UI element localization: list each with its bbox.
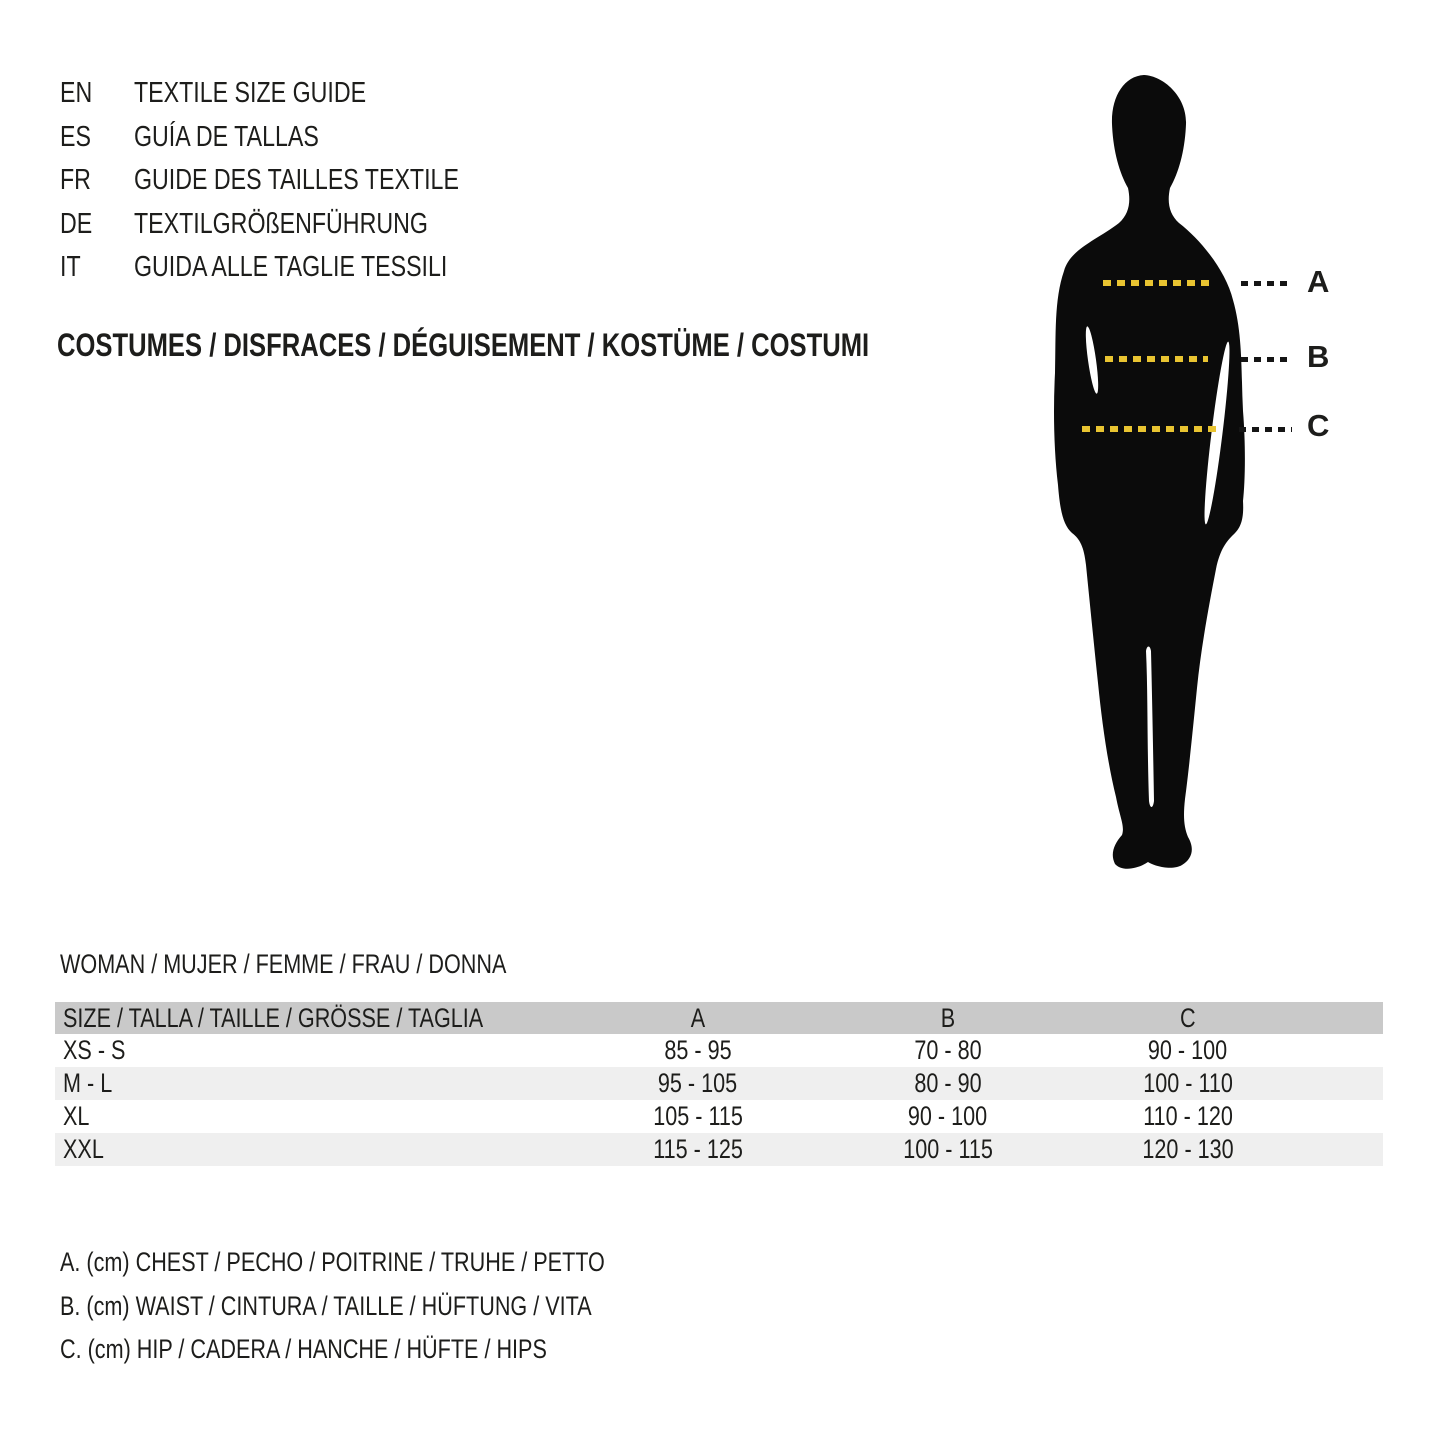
column-header-b: B bbox=[940, 1002, 956, 1033]
measure-label-a: A bbox=[1307, 264, 1330, 299]
size-cell: XS - S bbox=[63, 1035, 126, 1065]
measure-label-c: C bbox=[1307, 408, 1330, 443]
size-table bbox=[55, 1002, 1383, 1166]
waist-cell: 100 - 115 bbox=[903, 1134, 993, 1164]
language-row-de bbox=[60, 203, 540, 247]
hip-cell: 100 - 110 bbox=[1143, 1068, 1233, 1098]
waist-line-black-dash bbox=[1241, 357, 1292, 362]
waist-line-yellow-dash bbox=[1105, 356, 1208, 362]
language-row-fr bbox=[60, 159, 540, 203]
waist-cell: 80 - 90 bbox=[914, 1068, 982, 1098]
chest-cell: 95 - 105 bbox=[658, 1068, 738, 1098]
language-title: TEXTILE SIZE GUIDE bbox=[134, 77, 367, 109]
size-cell: M - L bbox=[63, 1068, 113, 1098]
category-heading: COSTUMES / DISFRACES / DÉGUISEMENT / KOSTÜME / COSTUMI bbox=[57, 327, 870, 363]
language-title: TEXTILGRÖßENFÜHRUNG bbox=[134, 207, 428, 240]
measure-label-b: B bbox=[1307, 339, 1330, 374]
hip-cell: 110 - 120 bbox=[1143, 1101, 1233, 1131]
hip-line-black-dash bbox=[1239, 427, 1292, 432]
hip-line-yellow-dash bbox=[1082, 426, 1219, 432]
chest-cell: 85 - 95 bbox=[664, 1035, 732, 1065]
language-title: GUIDE DES TAILLES TEXTILE bbox=[134, 164, 459, 196]
language-title: GUIDA ALLE TAGLIE TESSILI bbox=[134, 251, 448, 283]
table-row-xxl bbox=[55, 1133, 1383, 1166]
language-code: ES bbox=[60, 120, 91, 153]
column-header-c: C bbox=[1180, 1002, 1196, 1033]
language-row-it bbox=[60, 246, 540, 290]
size-cell: XXL bbox=[63, 1134, 104, 1164]
chest-line-yellow-dash bbox=[1103, 280, 1210, 286]
size-table-header-row bbox=[55, 1002, 1383, 1034]
size-column-header: SIZE / TALLA / TAILLE / GRÖSSE / TAGLIA bbox=[63, 1002, 484, 1033]
legend-item-hip: C. (cm) HIP / CADERA / HANCHE / HÜFTE / HIPS bbox=[60, 1334, 547, 1364]
waist-cell: 90 - 100 bbox=[908, 1101, 988, 1131]
language-code: FR bbox=[60, 164, 91, 196]
language-row-en bbox=[60, 72, 540, 116]
chest-line-black-dash bbox=[1241, 281, 1292, 286]
section-heading-woman: WOMAN / MUJER / FEMME / FRAU / DONNA bbox=[60, 949, 507, 979]
language-code: EN bbox=[60, 77, 93, 109]
table-row-xl bbox=[55, 1100, 1383, 1133]
legend-item-waist: B. (cm) WAIST / CINTURA / TAILLE / HÜFTUNG / VITA bbox=[60, 1290, 592, 1321]
table-row-xs-s bbox=[55, 1034, 1383, 1067]
waist-cell: 70 - 80 bbox=[914, 1035, 982, 1065]
language-code: DE bbox=[60, 207, 93, 240]
column-header-a: A bbox=[690, 1002, 706, 1033]
woman-silhouette bbox=[1040, 73, 1300, 875]
measure-legend bbox=[60, 1241, 741, 1372]
hip-cell: 120 - 130 bbox=[1142, 1134, 1234, 1164]
table-row-m-l bbox=[55, 1067, 1383, 1100]
language-code: IT bbox=[60, 251, 81, 283]
language-row-es bbox=[60, 116, 540, 160]
legend-item-chest: A. (cm) CHEST / PECHO / POITRINE / TRUHE / PETTO bbox=[60, 1247, 605, 1277]
chest-cell: 105 - 115 bbox=[653, 1101, 743, 1131]
language-title-list bbox=[60, 72, 540, 290]
language-title: GUÍA DE TALLAS bbox=[134, 120, 319, 153]
size-cell: XL bbox=[63, 1101, 90, 1131]
hip-cell: 90 - 100 bbox=[1148, 1035, 1228, 1065]
chest-cell: 115 - 125 bbox=[653, 1134, 743, 1164]
